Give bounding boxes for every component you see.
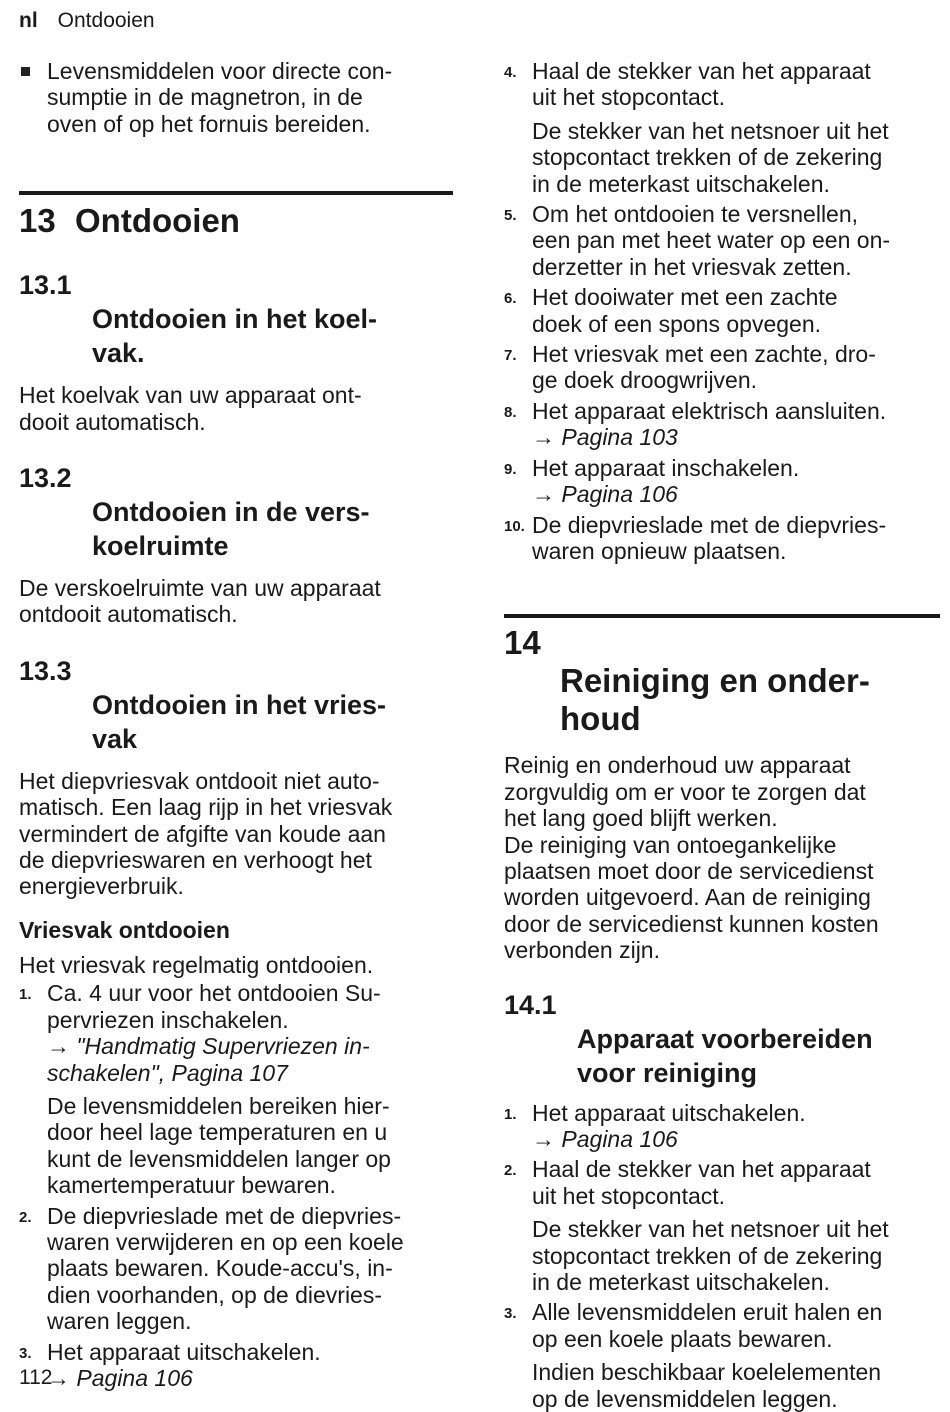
step-number: 1. xyxy=(504,1105,517,1123)
step-number: 2. xyxy=(19,1208,32,1226)
step-text: Het apparaat uitschakelen. xyxy=(532,1099,806,1126)
page-reference-link[interactable]: → Pagina 106 xyxy=(532,481,678,508)
step-note: De levensmiddelen bereiken hier- door heel lage temperaturen en u kunt de levensmiddelen langer op kamertemperatuur bewaren. xyxy=(47,1092,391,1199)
page-number: 112 xyxy=(19,1366,53,1389)
step-text: De diepvrieslade met de diepvries- waren opnieuw plaatsen. xyxy=(532,511,887,564)
step-number: 6. xyxy=(504,290,517,308)
step-text: Haal de stekker van het apparaat uit het stopcontact. xyxy=(532,58,871,111)
step-text: Alle levensmiddelen eruit halen en op een koele plaats bewaren. xyxy=(532,1299,883,1352)
list-item xyxy=(504,341,940,394)
section-number: 13.3 xyxy=(19,655,72,686)
step-text: Ca. 4 uur voor het ontdooien Su- pervriezen inschakelen. xyxy=(47,980,381,1033)
left-column xyxy=(19,58,453,1391)
section-13-1-text: Het koelvak van uw apparaat ont- dooit automatisch. xyxy=(19,382,362,435)
chapter-divider xyxy=(19,191,453,195)
page-reference-link[interactable]: → "Handmatig Supervriezen in- schakelen", Pagina 107 xyxy=(47,1033,370,1086)
list-item xyxy=(504,1100,940,1153)
section-14-1-heading xyxy=(504,988,940,1090)
list-item xyxy=(504,1156,940,1295)
chapter-title: Ontdooien xyxy=(75,202,240,240)
section-13-2-heading xyxy=(19,461,453,563)
chapter-number: 13 xyxy=(19,202,56,240)
bullet-square-icon xyxy=(21,67,30,76)
section-number: 14.1 xyxy=(504,989,557,1020)
step-text: Het dooiwater met een zachte doek of een spons opvegen. xyxy=(532,284,838,337)
right-column xyxy=(504,58,940,1412)
step-note: Indien beschikbaar koelelementen op de levensmiddelen leggen. xyxy=(532,1359,882,1412)
step-text: Haal de stekker van het apparaat uit het stopcontact. xyxy=(532,1156,871,1209)
vriesvak-intro: Het vriesvak regelmatig ontdooien. xyxy=(19,951,374,978)
step-text: De diepvrieslade met de diepvries- waren verwijderen en op een koele plaats bewaren. Koude-accu's, in- dien voorhanden, op de dievries- waren leggen. xyxy=(47,1202,404,1335)
list-item xyxy=(504,455,940,508)
bullet-text: Levensmiddelen voor directe con- sumptie in de magnetron, in de oven of op het fornuis bereiden. xyxy=(47,58,393,137)
step-text: Het apparaat elektrisch aansluiten. xyxy=(532,397,887,424)
section-number: 13.2 xyxy=(19,463,72,494)
page-header xyxy=(19,9,155,33)
chapter-14-text: Reinig en onderhoud uw apparaat zorgvuldig om er voor te zorgen dat het lang goed blijft werken. De reiniging van ontoegankelijke plaatsen moet door de servicedienst worden uitgevoerd. Aan de reiniging door de servicedienst kunnen kosten verbonden zijn. xyxy=(504,752,879,964)
section-13-3-heading xyxy=(19,654,453,756)
header-title: Ontdooien xyxy=(57,9,155,32)
language-code: nl xyxy=(19,9,38,32)
step-text: Het apparaat inschakelen. xyxy=(532,454,800,481)
step-text: Het vriesvak met een zachte, dro- ge doek droogwrijven. xyxy=(532,341,876,394)
section-title: Ontdooien in het vries- vak xyxy=(92,689,387,754)
step-number: 9. xyxy=(504,460,517,478)
step-text: Om het ontdooien te versnellen, een pan met heet water op een on- derzetter in het vriesvak zetten. xyxy=(532,201,891,280)
list-item xyxy=(19,1339,453,1392)
list-item xyxy=(504,398,940,451)
step-number: 3. xyxy=(19,1344,32,1362)
list-item xyxy=(504,1299,940,1412)
step-note: De stekker van het netsnoer uit het stopcontact trekken of de zekering in de meterkast uitschakelen. xyxy=(532,117,889,197)
step-number: 7. xyxy=(504,347,517,365)
chapter-title: Reiniging en onder- houd xyxy=(560,662,870,738)
step-number: 2. xyxy=(504,1162,517,1180)
section-13-2-text: De verskoelruimte van uw apparaat ontdooit automatisch. xyxy=(19,575,381,628)
section-number: 13.1 xyxy=(19,270,72,301)
section-13-1-heading xyxy=(19,268,453,370)
list-item xyxy=(19,980,453,1198)
list-item xyxy=(504,201,940,280)
chapter-number: 14 xyxy=(504,624,541,662)
section-13-3-text: Het diepvriesvak ontdooit niet auto- matisch. Een laag rijp in het vriesvak vermindert de afgifte van koude aan de diepvrieswaren en verhoogt het energieverbruik. xyxy=(19,767,393,900)
chapter-13-heading xyxy=(19,202,453,240)
subheading-vriesvak: Vriesvak ontdooien xyxy=(19,916,230,943)
step-number: 4. xyxy=(504,64,517,81)
bullet-item xyxy=(19,58,453,137)
step-note: De stekker van het netsnoer uit het stopcontact trekken of de zekering in de meterkast uitschakelen. xyxy=(532,1216,889,1295)
step-number: 5. xyxy=(504,207,517,225)
step-number: 3. xyxy=(504,1305,517,1323)
step-text: Het apparaat uitschakelen. xyxy=(47,1338,321,1365)
list-item xyxy=(504,58,940,197)
page-reference-link[interactable]: → Pagina 106 xyxy=(47,1364,193,1391)
section-title: Apparaat voorbereiden voor reiniging xyxy=(577,1023,873,1088)
section-title: Ontdooien in de vers- koelruimte xyxy=(92,497,370,562)
chapter-divider xyxy=(504,614,940,618)
chapter-14-heading xyxy=(504,624,940,738)
list-item xyxy=(19,1203,453,1335)
list-item xyxy=(504,284,940,337)
list-item xyxy=(504,512,940,565)
page-reference-link[interactable]: → Pagina 106 xyxy=(532,1125,678,1152)
step-number: 1. xyxy=(19,986,32,1004)
section-title: Ontdooien in het koel- vak. xyxy=(92,304,377,369)
step-number: 10. xyxy=(504,517,525,535)
page-reference-link[interactable]: → Pagina 103 xyxy=(532,424,678,451)
step-number: 8. xyxy=(504,403,517,421)
